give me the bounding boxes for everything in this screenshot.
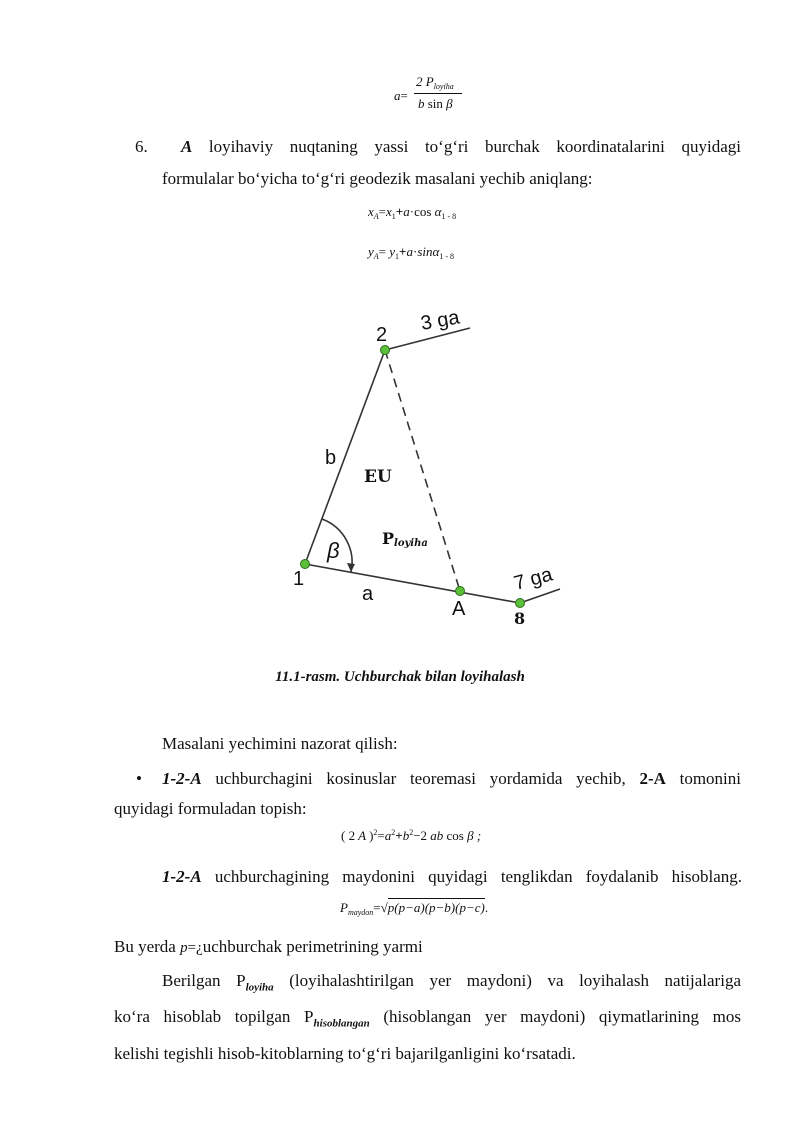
formula-denominator: b sin β (418, 96, 453, 111)
bullet-line-2: quyidagi formuladan topish: (114, 799, 307, 818)
area-paragraph: 1-2-A uchburchagining maydonini quyidagi tenglikdan foydalanib hisoblang. (162, 867, 742, 886)
formula-eq: = (400, 88, 408, 103)
label-point-2: 2 (376, 324, 388, 346)
point-A (456, 587, 465, 596)
formula-numerator: 2 $P_{loyiha}$ (416, 74, 454, 91)
dashed-side (385, 350, 460, 591)
arc-arrowhead (347, 563, 355, 572)
side-b (305, 350, 385, 564)
figure-caption: 11.1-rasm. Uchburchak bilan loyihalash (275, 669, 525, 685)
label-point-1: 1 (293, 568, 305, 590)
survey-points (301, 346, 525, 608)
area-bold: 1-2-A (162, 867, 202, 886)
formula-xA: $x_A=x_1+a\cdot\cos$ $\alpha_{1 - 8}$ (368, 204, 457, 221)
item-number: 6. (135, 137, 148, 156)
label-beta: β (327, 538, 340, 563)
label-point-A: A (452, 598, 466, 620)
p-definition: Bu yerda p=¿uchburchak perimetrining yarmi (114, 937, 423, 956)
formula-heron: $P_{maydon}=√p(p-a)(p-b)(p-c)$. (340, 900, 489, 917)
bullet-symbol: • (136, 769, 142, 788)
item-6-line-1: 6. A loyihaviy nuqtaning yassi to‘g‘ri burchak koordinatalarini quyidagi (135, 137, 742, 156)
label-3ga: 3 ga (419, 306, 462, 335)
formula-cosine-law: ( 2 A )$^2=a^2+b^2-2$ ab cos β ; (341, 828, 482, 843)
label-side-b: b (325, 447, 337, 469)
label-P-loyiha: Ployiha (382, 529, 428, 549)
bullet-item (114, 764, 741, 824)
label-side-a: a (362, 583, 374, 605)
final-line-1: Berilgan $P_{loyiha}$ (loyihalashtirilgan yer maydoni) va loyihalash natijalariga (162, 971, 741, 994)
formula-yA: $y_A= y_1+a\cdot\sin\alpha_{1 - 8}$ (368, 244, 454, 261)
label-EU: EU (364, 467, 392, 487)
label-point-8: 8 (514, 609, 526, 628)
final-paragraph (114, 966, 741, 1069)
figure-lines (305, 328, 560, 603)
item-bold-A: A (180, 137, 193, 156)
final-line-2: ko‘ra hisoblab topilgan $P_{hisoblangan}$ (hisoblangan yer maydoni) qiymatlarining mos (114, 1007, 741, 1030)
final-line-3: kelishi tegishli hisob-kitoblarning to‘g‘ri bajarilganligini ko‘rsatadi. (114, 1043, 576, 1063)
item-6-line-2: formulalar bo‘yicha to‘g‘ri geodezik masalani yechib aniqlang: (162, 169, 593, 188)
bullet-line-1: 1-2-A uchburchagini kosinuslar teoremasi yordamida yechib, 2-A tomonini (162, 769, 742, 788)
side-a (305, 564, 520, 603)
control-heading: Masalani yechimini nazorat qilish: (162, 734, 398, 753)
formula-lhs: a (394, 88, 401, 103)
label-7ga: 7 ga (511, 563, 555, 595)
point-2 (381, 346, 390, 355)
point-8 (516, 599, 525, 608)
